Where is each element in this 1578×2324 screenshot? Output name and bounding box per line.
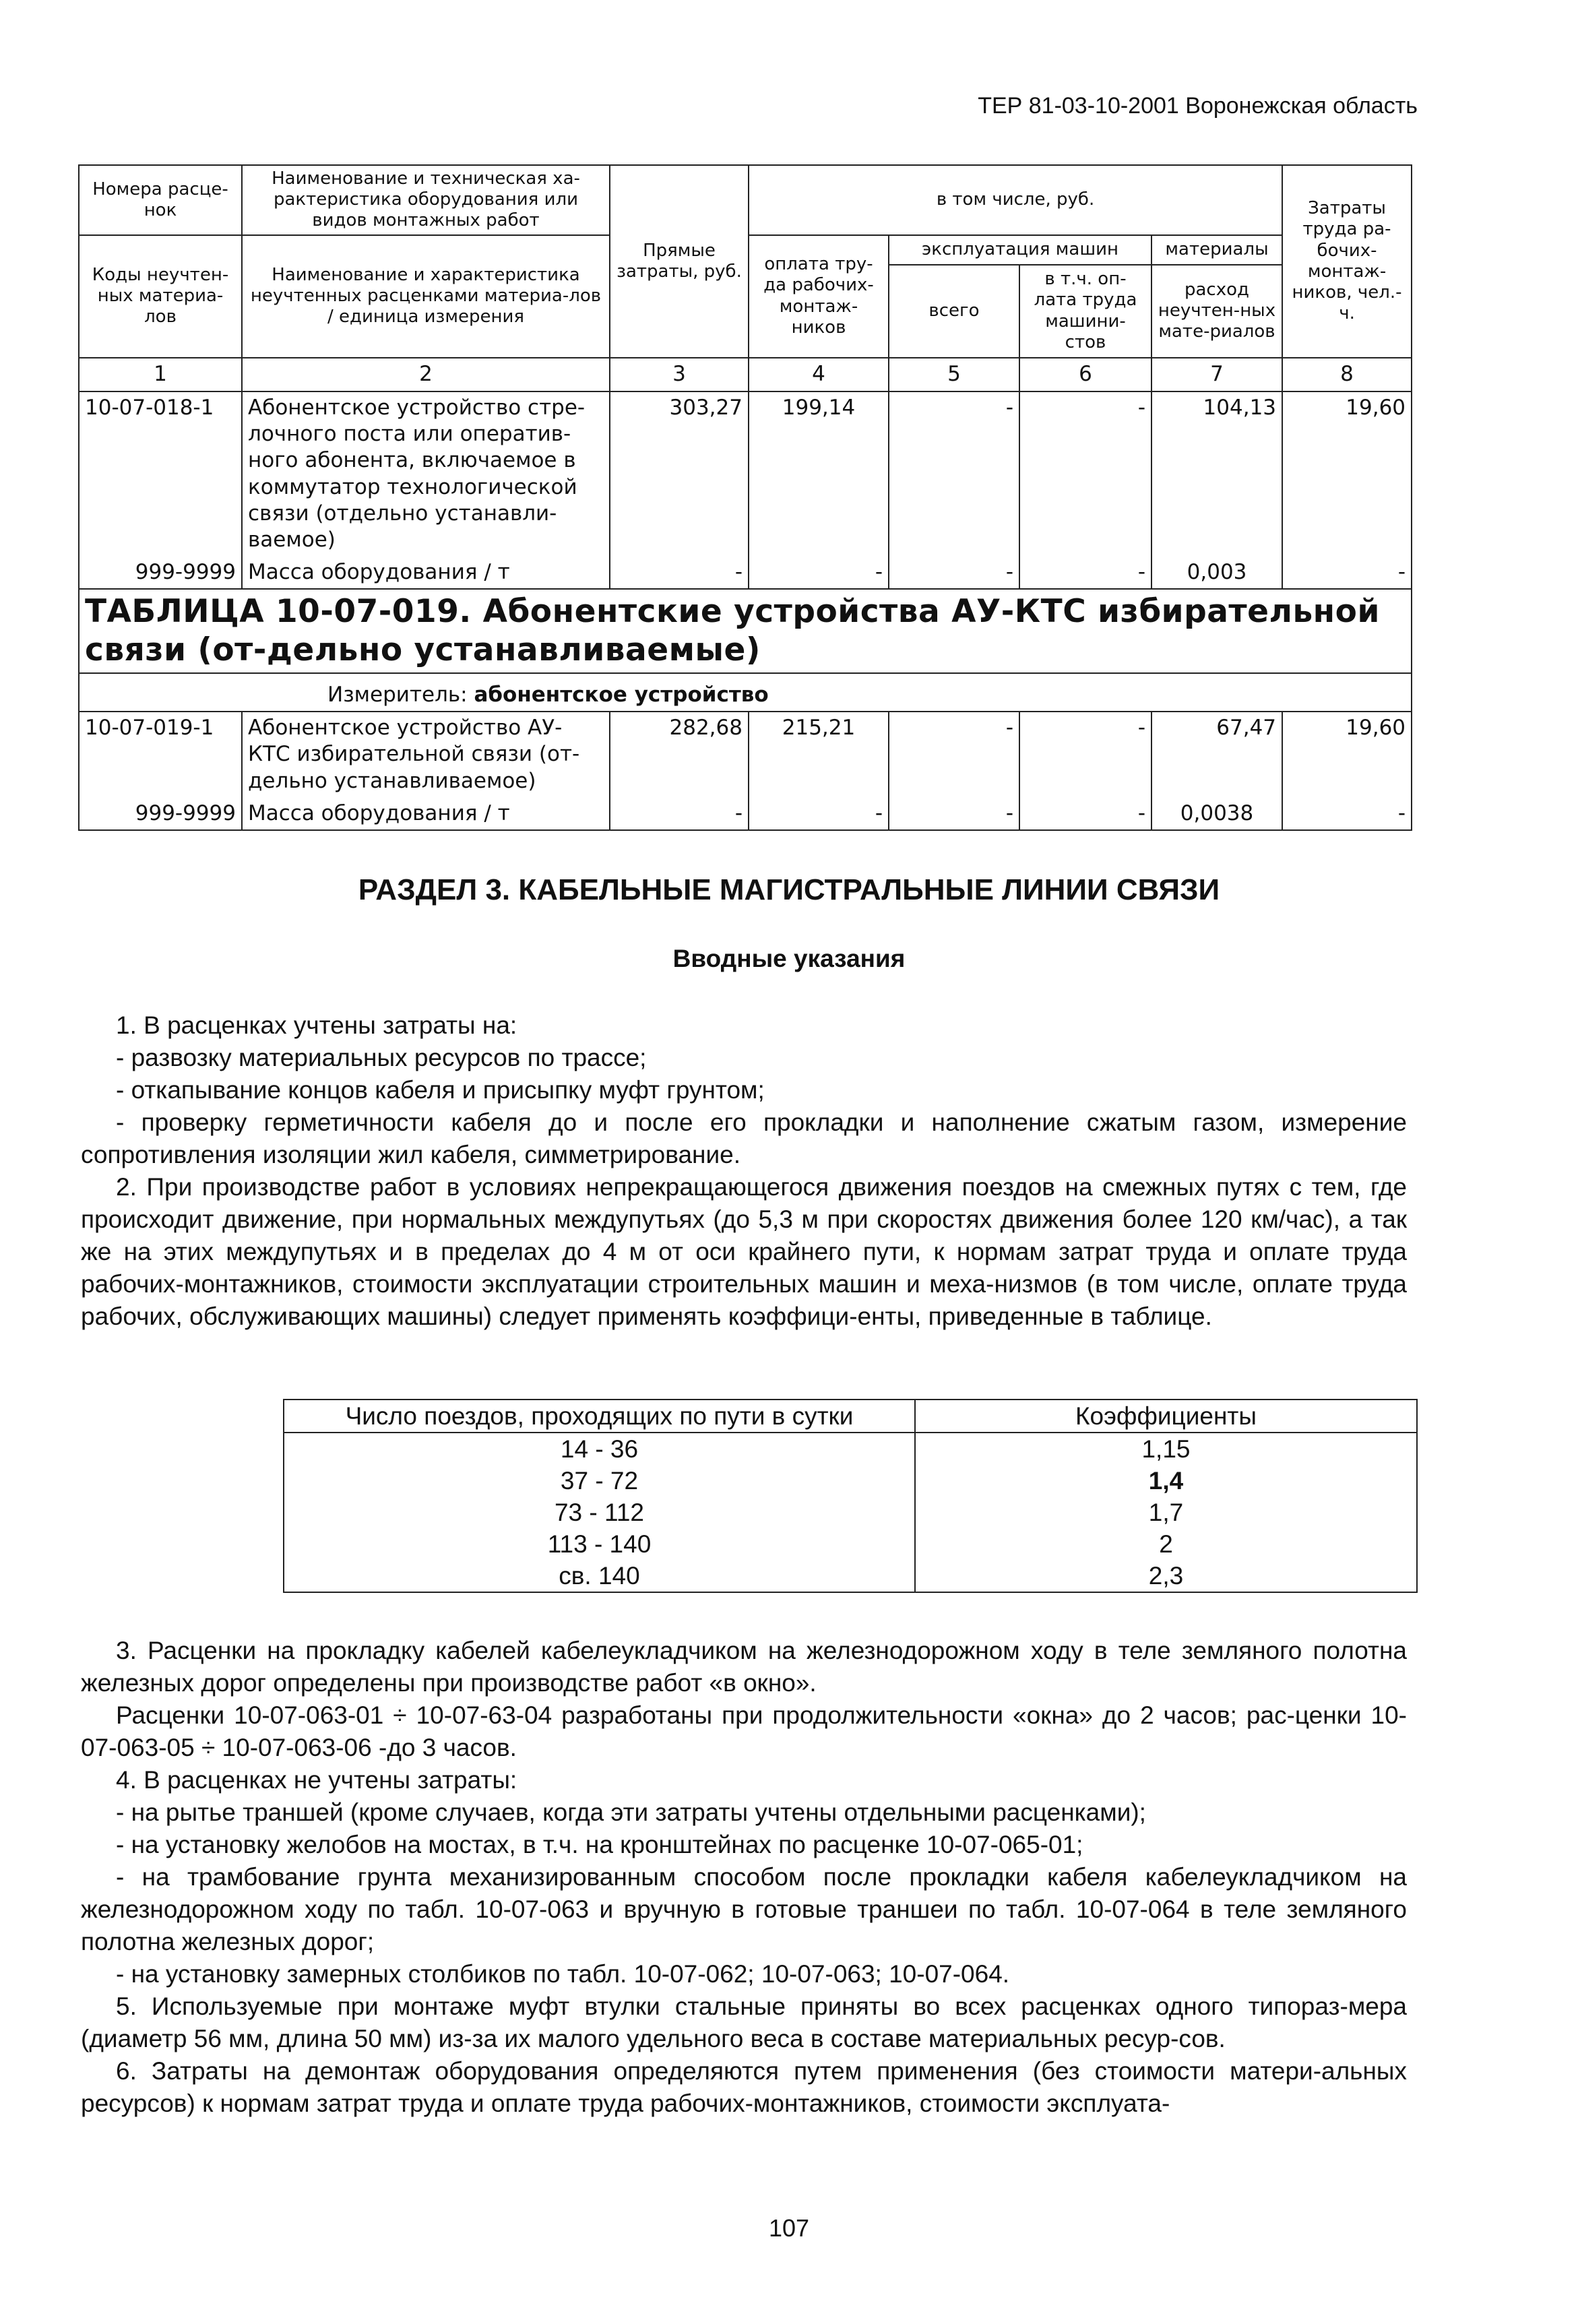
col-number: 8 [1282, 358, 1412, 391]
col-header-worker-pay: оплата тру-да рабочих-монтаж-ников [749, 235, 889, 358]
direct-costs: 282,68 [610, 712, 749, 798]
table-019-title: ТАБЛИЦА 10-07-019. Абонентские устройства АУ-КТС избирательной связи (от-дельно устанавливаемые) [79, 589, 1412, 673]
rate-code: 10-07-018-1 [79, 391, 242, 557]
paragraph: - на установку желобов на мостах, в т.ч. на кронштейнах по расценке 10-07-065-01; [116, 1831, 1083, 1858]
coef-row [284, 1465, 1417, 1497]
col-header-material-name: Наименование и характеристика неучтенных расценками материа-лов / единица измерения [242, 235, 610, 358]
material-usage: 0,003 [1151, 557, 1282, 589]
paragraph: 1. В расценках учтены затраты на: [116, 1011, 517, 1039]
col-header-rate-numbers: Номера расце-нок [79, 165, 242, 235]
col-header-material-codes: Коды неучтен-ных материа-лов [79, 235, 242, 358]
col-header-group: в том числе, руб. [749, 165, 1282, 235]
paragraph: - на рытье траншей (кроме случаев, когда эти затраты учтены отдельными расценками); [116, 1798, 1146, 1826]
col-number: 5 [889, 358, 1019, 391]
trains-range: св. 140 [284, 1560, 915, 1592]
trains-range: 113 - 140 [284, 1528, 915, 1560]
coefficient: 1,15 [915, 1433, 1417, 1465]
mass-direct: - [610, 798, 749, 830]
rate-name: Абонентское устройство АУ-КТС избирательной связи (от-дельно устанавливаемое) [242, 712, 610, 798]
mass-labor: - [749, 798, 889, 830]
mass-hours: - [1282, 557, 1412, 589]
col-header-machinist-pay: в т.ч. оп-лата труда машини-стов [1019, 265, 1151, 358]
paragraph: - откапывание концов кабеля и присыпку муфт грунтом; [116, 1076, 765, 1104]
coefficient: 1,4 [915, 1465, 1417, 1497]
section-title: РАЗДЕЛ 3. КАБЕЛЬНЫЕ МАГИСТРАЛЬНЫЕ ЛИНИИ СВЯЗИ [358, 873, 1220, 906]
mass-machinist-pay: - [1019, 557, 1151, 589]
col-number: 4 [749, 358, 889, 391]
materials-cost: 104,13 [1151, 391, 1282, 557]
meter-label: Измеритель: [327, 682, 468, 707]
col-number: 7 [1151, 358, 1282, 391]
section-subtitle: Вводные указания [672, 945, 906, 972]
coef-row [284, 1433, 1417, 1465]
mass-labor: - [749, 557, 889, 589]
materials-cost: 67,47 [1151, 712, 1282, 798]
machines-total: - [889, 712, 1019, 798]
machinist-pay: - [1019, 391, 1151, 557]
coef-header-trains: Число поездов, проходящих по пути в сутки [284, 1400, 915, 1433]
col-header-labor-hours: Затраты труда ра-бочих-монтаж-ников, чел.-ч. [1282, 165, 1412, 358]
rates-table [78, 164, 1412, 831]
coefficient-table [283, 1399, 1418, 1593]
coefficient: 2,3 [915, 1560, 1417, 1592]
worker-pay: 199,14 [749, 391, 889, 557]
col-number: 6 [1019, 358, 1151, 391]
col-number: 2 [242, 358, 610, 391]
material-name: Масса оборудования / т [242, 798, 610, 830]
coefficient: 2 [915, 1528, 1417, 1560]
worker-pay: 215,21 [749, 712, 889, 798]
col-header-materials: материалы [1151, 235, 1282, 265]
material-code: 999-9999 [79, 557, 242, 589]
column-number-row [79, 358, 1412, 391]
paragraph: - проверку герметичности кабеля до и после его прокладки и наполнение сжатым газом, измерение сопротивления изоляции жил кабеля, симметрирование. [81, 1108, 1407, 1168]
col-number: 1 [79, 358, 242, 391]
rate-row-018 [79, 391, 1412, 557]
rate-name: Абонентское устройство стре-лочного поста или оператив-ного абонента, включаемое в коммутатор технологической связи (отдельно устанавли-ваемое) [242, 391, 610, 557]
col-header-work-name: Наименование и техническая ха-рактеристика оборудования или видов монтажных работ [242, 165, 610, 235]
col-header-material-usage: расход неучтен-ных мате-риалов [1151, 265, 1282, 358]
mass-machines: - [889, 557, 1019, 589]
coef-row [284, 1497, 1417, 1528]
paragraph: - на трамбование грунта механизированным способом после прокладки кабеля кабелеукладчиком на железнодорожном ходу по табл. 10-07-063 и вручную в готовые траншеи по табл. 10-07-064 в теле земляного полотна железных дорог; [81, 1863, 1407, 1955]
intro-text-part-1 [81, 1009, 1407, 1333]
paragraph: - на установку замерных столбиков по табл. 10-07-062; 10-07-063; 10-07-064. [116, 1960, 1010, 1988]
mass-machinist-pay: - [1019, 798, 1151, 830]
trains-range: 73 - 112 [284, 1497, 915, 1528]
page-number: 107 [768, 2214, 810, 2242]
trains-range: 37 - 72 [284, 1465, 915, 1497]
rate-row-019 [79, 712, 1412, 798]
paragraph: 2. При производстве работ в условиях непрекращающегося движения поездов на смежных путях с тем, где происходит движение, при нормальных междупутьях (до 5,3 м при скоростях движения более 120 км/час), а так же на этих междупутьях и в пределах до 4 м от оси крайнего пути, к нормам затрат труда и оплате труда рабочих-монтажников, стоимости эксплуатации строительных машин и меха-низмов (в том числе, оплате труда рабочих, обслуживающих машины) следует применять коэффици-енты, приведенные в таблице. [81, 1173, 1407, 1330]
col-header-machines-total: всего [889, 265, 1019, 358]
machines-total: - [889, 391, 1019, 557]
running-header: ТЕР 81-03-10-2001 Воронежская область [978, 93, 1418, 119]
mass-direct: - [610, 557, 749, 589]
paragraph: 5. Используемые при монтаже муфт втулки стальные приняты во всех расценках одного типораз-мера (диаметр 56 мм, длина 50 мм) из-за их малого удельного веса в составе материальных ресур-сов. [81, 1992, 1407, 2052]
table-019-meter [79, 673, 1412, 712]
machinist-pay: - [1019, 712, 1151, 798]
rate-code: 10-07-019-1 [79, 712, 242, 798]
col-header-direct-costs: Прямые затраты, руб. [610, 165, 749, 358]
mass-row-018 [79, 557, 1412, 589]
paragraph: 3. Расценки на прокладку кабелей кабелеукладчиком на железнодорожном ходу в теле земляного полотна железных дорог определены при производстве работ «в окно». [81, 1637, 1407, 1697]
coefficient: 1,7 [915, 1497, 1417, 1528]
labor-hours: 19,60 [1282, 391, 1412, 557]
material-usage: 0,0038 [1151, 798, 1282, 830]
paragraph: 4. В расценках не учтены затраты: [116, 1766, 517, 1794]
col-number: 3 [610, 358, 749, 391]
paragraph: - развозку материальных ресурсов по трассе; [116, 1044, 647, 1071]
direct-costs: 303,27 [610, 391, 749, 557]
material-code: 999-9999 [79, 798, 242, 830]
material-name: Масса оборудования / т [242, 557, 610, 589]
coef-header-coefficients: Коэффициенты [915, 1400, 1417, 1433]
coef-row [284, 1528, 1417, 1560]
col-header-machines: эксплуатация машин [889, 235, 1151, 265]
coef-row [284, 1560, 1417, 1592]
meter-value: абонентское устройство [474, 682, 769, 707]
paragraph: Расценки 10-07-063-01 ÷ 10-07-63-04 разработаны при продолжительности «окна» до 2 часов; рас-ценки 10-07-063-05 ÷ 10-07-063-06 -до 3 часов. [81, 1701, 1407, 1761]
mass-hours: - [1282, 798, 1412, 830]
paragraph: 6. Затраты на демонтаж оборудования определяются путем применения (без стоимости матери-альных ресурсов) к нормам затрат труда и оплате труда рабочих-монтажников, стоимости эксплуата- [81, 2057, 1407, 2117]
mass-machines: - [889, 798, 1019, 830]
labor-hours: 19,60 [1282, 712, 1412, 798]
mass-row-019 [79, 798, 1412, 830]
intro-text-part-2 [81, 1635, 1407, 2120]
trains-range: 14 - 36 [284, 1433, 915, 1465]
